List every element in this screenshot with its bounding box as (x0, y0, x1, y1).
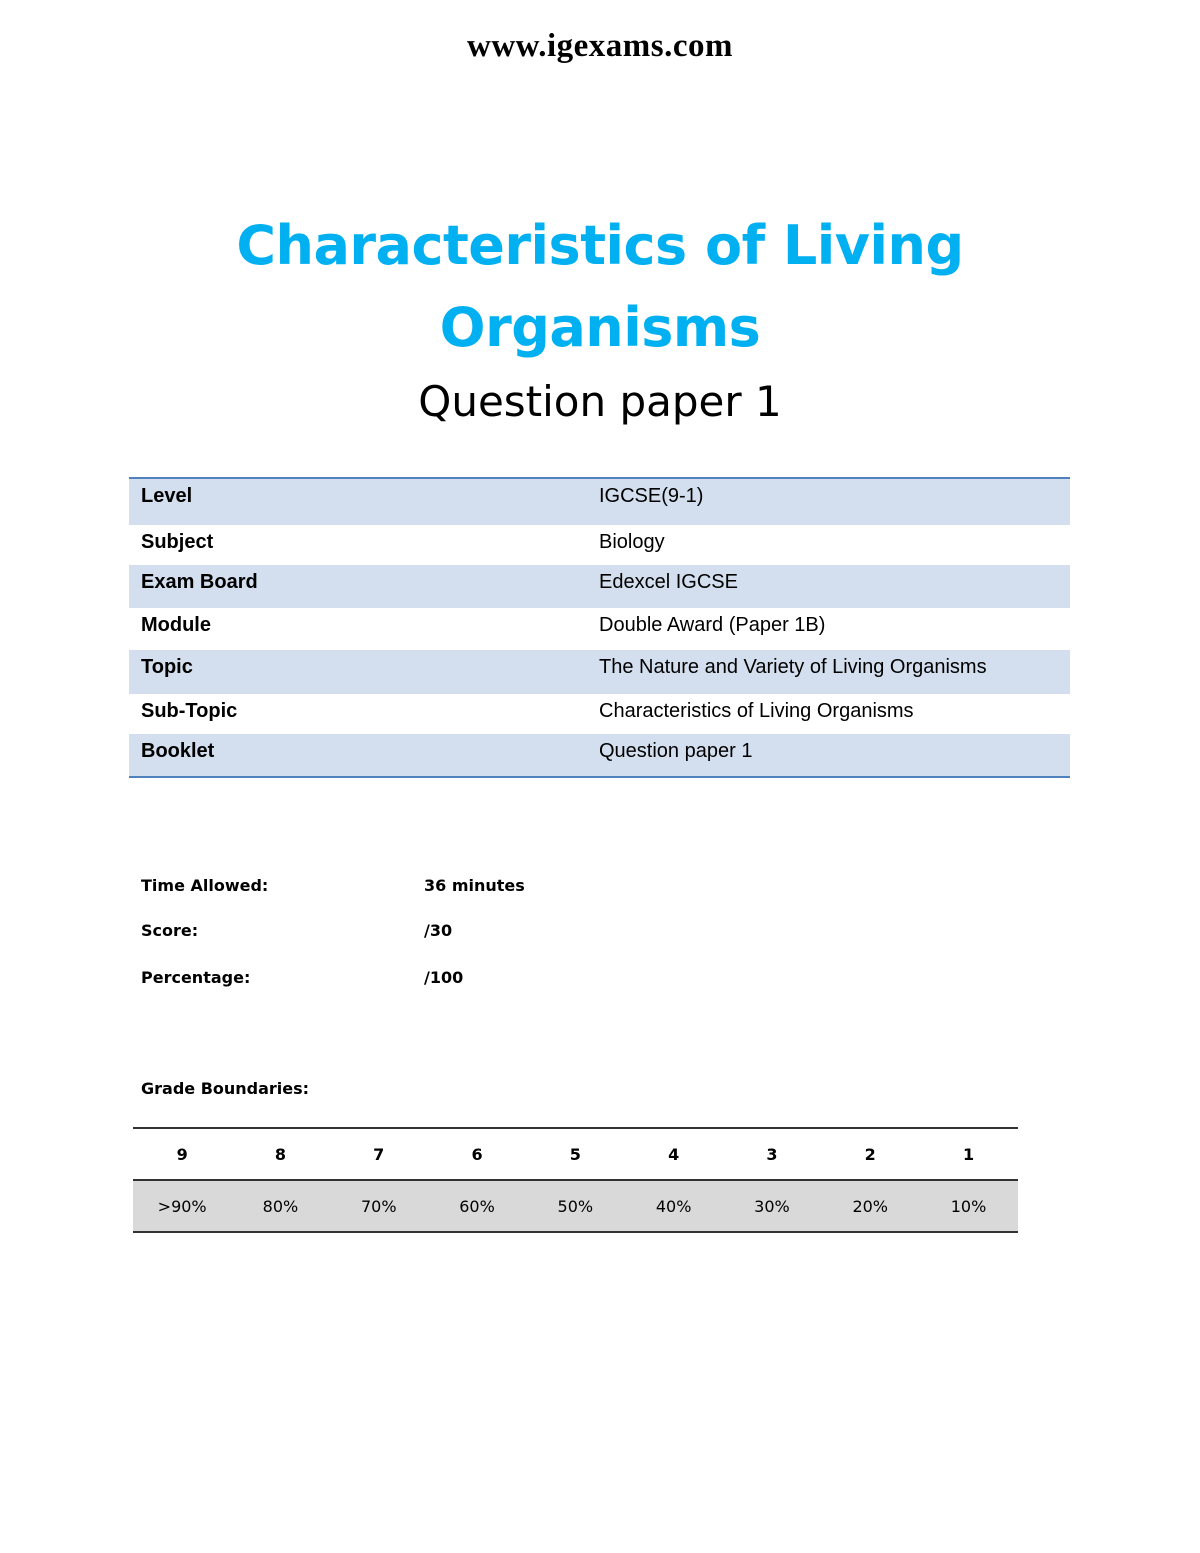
info-label: Booklet (141, 740, 215, 762)
percentage-cell: 20% (852, 1196, 888, 1216)
title-line-1: Characteristics of Living (236, 214, 964, 277)
grade-cell: 8 (274, 1144, 287, 1164)
document-subtitle: Question paper 1 (418, 377, 782, 426)
info-label: Subject (141, 531, 214, 553)
info-value: IGCSE(9-1) (599, 485, 704, 507)
site-url: www.igexams.com (467, 28, 733, 64)
info-row-topic (129, 650, 1070, 694)
grade-cell: 2 (864, 1144, 876, 1164)
info-value: Edexcel IGCSE (599, 571, 738, 593)
info-label: Level (141, 485, 193, 507)
percentage-row (133, 1179, 1018, 1231)
info-value: Characteristics of Living Organisms (599, 700, 914, 722)
grade-cell: 7 (373, 1144, 385, 1164)
percentage-cell: 50% (557, 1196, 594, 1216)
grade-cell: 9 (176, 1144, 188, 1164)
title-line-2: Organisms (439, 296, 761, 359)
grade-cell: 1 (962, 1144, 975, 1164)
grade-boundaries-label: Grade Boundaries: (141, 1079, 310, 1098)
info-row-level (129, 479, 1070, 525)
info-row-subject (129, 525, 1070, 565)
info-label: Sub-Topic (141, 700, 238, 722)
info-label: Topic (141, 656, 193, 678)
info-label: Module (141, 614, 211, 636)
info-value: Biology (599, 531, 665, 553)
info-label: Exam Board (141, 571, 258, 593)
meta-score (141, 921, 641, 943)
percentage-cell: 30% (754, 1196, 790, 1216)
grade-cell: 6 (471, 1144, 483, 1164)
meta-label: Percentage: (141, 968, 251, 987)
grade-cell: 3 (766, 1144, 778, 1164)
grade-boundaries-table (133, 1127, 1018, 1233)
meta-value: 36 minutes (424, 876, 525, 895)
info-value: The Nature and Variety of Living Organisms (599, 656, 987, 678)
info-row-booklet (129, 734, 1070, 776)
grade-row (133, 1129, 1018, 1179)
percentage-cell: >90% (157, 1196, 207, 1216)
percentage-cell: 60% (459, 1196, 495, 1216)
document-title (0, 205, 1200, 369)
percentage-cell: 10% (950, 1196, 987, 1216)
grade-cell: 5 (569, 1144, 581, 1164)
percentage-cell: 80% (262, 1196, 299, 1216)
meta-time-allowed (141, 876, 641, 898)
info-value: Question paper 1 (599, 740, 753, 762)
meta-percentage (141, 968, 641, 990)
meta-value: /100 (424, 968, 464, 987)
info-value: Double Award (Paper 1B) (599, 614, 826, 636)
meta-label: Score: (141, 921, 199, 940)
grade-cell: 4 (668, 1144, 680, 1164)
percentage-cell: 70% (360, 1196, 397, 1216)
meta-label: Time Allowed: (141, 876, 269, 895)
meta-value: /30 (424, 921, 453, 940)
info-row-module (129, 608, 1070, 650)
percentage-cell: 40% (655, 1196, 692, 1216)
info-row-sub-topic (129, 694, 1070, 734)
info-row-exam-board (129, 565, 1070, 608)
info-table (129, 477, 1070, 778)
